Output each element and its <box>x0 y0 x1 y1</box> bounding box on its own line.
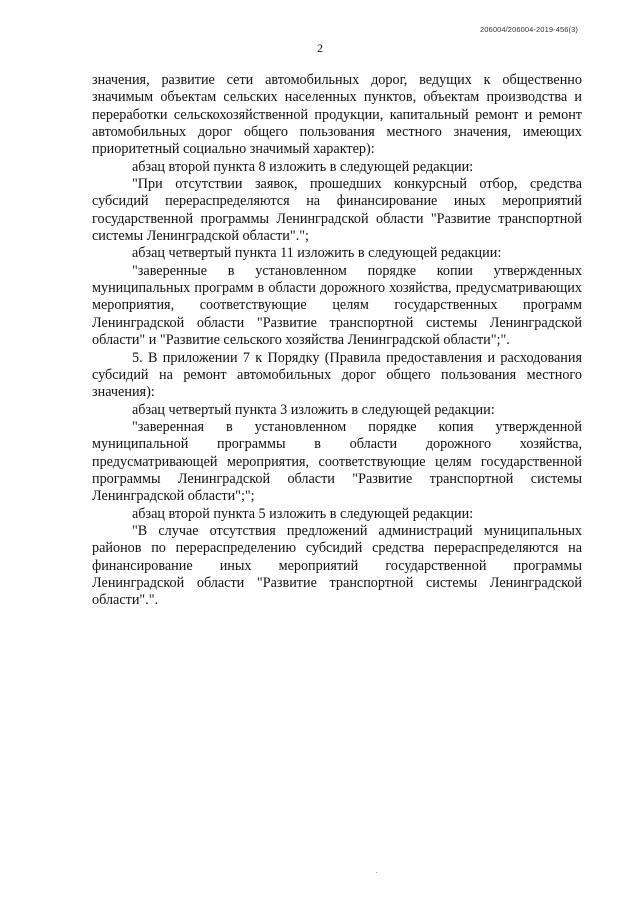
paragraph-item-5: 5. В приложении 7 к Порядку (Правила предоставления и расходования субсидий на ремонт автомобильных дорог общего пользования местного значения): <box>92 349 582 401</box>
scan-dot <box>376 872 377 873</box>
paragraph-instruction-5: абзац второй пункта 5 изложить в следующей редакции: <box>132 505 474 522</box>
paragraph-quote-8: "При отсутствии заявок, прошедших конкурсный отбор, средства субсидий перераспределяются на финансирование иных мероприятий государственной программы Ленинградской области "Развитие транспортной системы Ленинградской области"."; <box>92 176 582 245</box>
paragraph-instruction-8: абзац второй пункта 8 изложить в следующей редакции: <box>132 158 474 175</box>
page-number: 2 <box>317 41 323 55</box>
paragraph-quote-11: "заверенные в установленном порядке копии утвержденных муниципальных программ в области дорожного хозяйства, предусматривающих мероприятия, соответствующие целям государственных программ Ленинградской области "Развитие транспортной системы Ленинградской области" и "Развитие сельского хозяйства Ленинградской области";". <box>92 262 582 349</box>
paragraph-instruction-3: абзац четвертый пункта 3 изложить в следующей редакции: <box>132 401 495 418</box>
document-id: 206004/206004-2019-456(3) <box>480 25 578 34</box>
paragraph-continuation: значения, развитие сети автомобильных дорог, ведущих к общественно значимым объектам сельских населенных пунктов, объектам производства и переработки сельскохозяйственной продукции, капитальный ремонт и ремонт автомобильных дорог общего пользования местного значения, имеющих приоритетный социально значимый характер): <box>92 72 582 158</box>
document-body <box>92 72 582 610</box>
paragraph-quote-5: "В случае отсутствия предложений администраций муниципальных районов по перераспределению субсидий средства перераспределяются на финансирование иных мероприятий государственной программы Ленинградской области "Развитие транспортной системы Ленинградской области".". <box>92 522 582 609</box>
paragraph-instruction-11: абзац четвертый пункта 11 изложить в следующей редакции: <box>132 245 502 262</box>
paragraph-quote-3: "заверенная в установленном порядке копия утвержденной муниципальной программы в области дорожного хозяйства, предусматривающей мероприятия, соответствующие целям государственной программы Ленинградской области "Развитие транспортной системы Ленинградской области";"; <box>92 418 582 505</box>
